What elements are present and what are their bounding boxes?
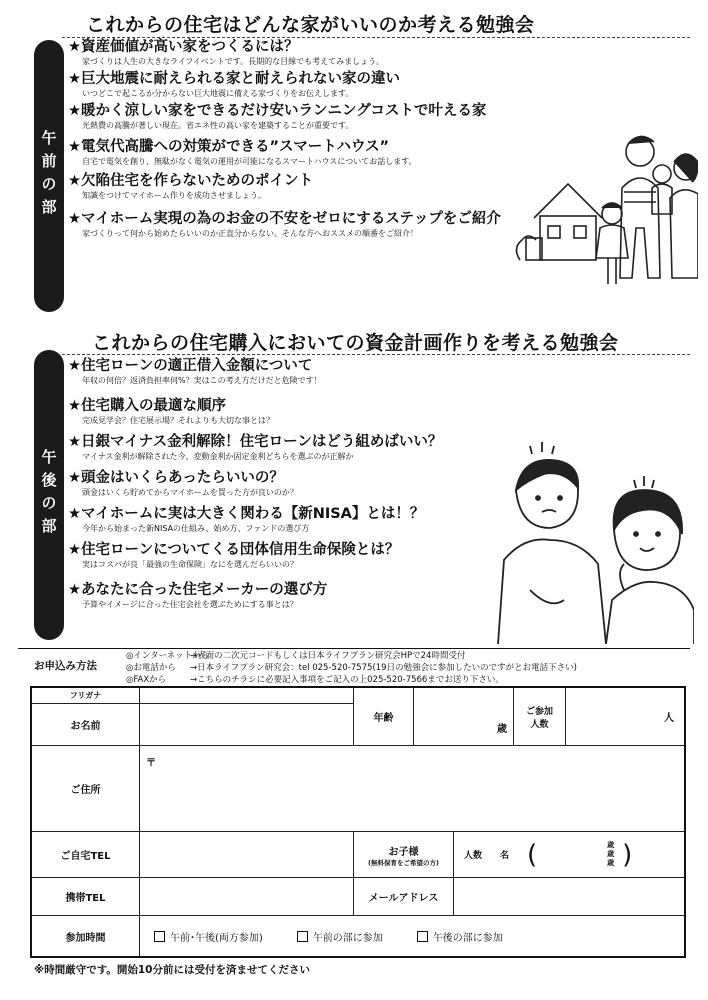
morning-label-pill: [34, 40, 64, 312]
age-label: 年齢: [354, 688, 414, 746]
morning-item: ★電気代高騰への対策ができる”スマートハウス” 自宅で電気を創り、無駄がなく電気の運用が可能になるスマートハウスについてお話します。: [68, 139, 417, 166]
morning-items: [68, 38, 501, 244]
morning-item: ★資産価値が高い家をつくるには？ 家づくりは人生の大きなライフイベントです。長期的な目線でも考えてみましょう。: [68, 39, 385, 66]
participants-field[interactable]: [566, 688, 684, 746]
apply-divider: [18, 648, 690, 649]
email-label: メールアドレス: [354, 878, 454, 916]
address-field[interactable]: [140, 746, 684, 832]
morning-item: ★暖かく涼しい家をできるだけ安いランニングコストで叶える家 光熱費の高騰が著しい現在。省エネ性の高い家を建築することが重要です。: [68, 103, 487, 130]
age-unit: 歳: [497, 724, 507, 735]
morning-item: ★巨大地震に耐えられる家と耐えられない家の違い いつどこで起こるか分からない巨大地震に備える家づくりをお伝えします。: [68, 71, 400, 98]
option-afternoon[interactable]: 午後の部に参加: [417, 929, 503, 944]
children-field[interactable]: [454, 832, 684, 878]
name-field[interactable]: [140, 704, 354, 746]
morning-label: 午前の部: [39, 130, 58, 222]
couple-illustration: [494, 440, 694, 644]
children-label: お子様 (無料保育をご希望の方): [354, 832, 454, 878]
checkbox-both[interactable]: [154, 931, 165, 942]
family-house-illustration: [512, 128, 698, 290]
afternoon-items: [68, 357, 442, 617]
afternoon-item: ★住宅購入の最適な順序 完成見学会？住宅展示場？それよりも大切な事とは？: [68, 398, 274, 425]
morning-item: ★マイホーム実現の為のお金の不安をゼロにするステップをご紹介 家づくりって何から始めたらいいのか正直分からない。そんな方へおススメの順番をご紹介！: [68, 211, 501, 238]
apply-method-fax: ◎FAXから →こちらのチラシに必要記入事項をご記入の上025-520-7566までお送り下さい。: [126, 675, 504, 685]
apply-method-internet: ◎インターネットから→表面の二次元コードもしくは日本ライフプラン研究会HPで24時間受付: [126, 651, 466, 661]
age-field[interactable]: [414, 688, 514, 746]
afternoon-item: ★日銀マイナス金利解除！住宅ローンはどう組めばいい？ マイナス金利が解除された今、変動金利か固定金利どちらを選ぶのが正解か: [68, 434, 443, 461]
afternoon-item: ★マイホームに実は大きく関わる【新NISA】とは！？ 今年から始まった新NISAの仕組み、始め方、ファンドの選び方: [68, 506, 425, 533]
afternoon-item: ★住宅ローンについてくる団体信用生命保険とは？ 実はコスパが良「最強の生命保険」なにを選んだらいいの？: [68, 542, 400, 569]
home-tel-label: ご自宅TEL: [32, 832, 140, 878]
afternoon-label: 午後の部: [39, 449, 58, 541]
mobile-tel-field[interactable]: [140, 878, 354, 916]
afternoon-item: ★住宅ローンの適正借入金額について 年収の何倍？返済負担率何%？実はこの考え方だけだと危険です！: [68, 358, 322, 385]
children-bracket-open: (: [527, 839, 538, 870]
participants-unit: 人: [664, 713, 674, 724]
postal-mark: 〒: [146, 758, 156, 769]
time-label: 参加時間: [32, 916, 140, 956]
afternoon-item: ★頭金はいくらあったらいいの？ 頭金はいくら貯めてからマイホームを買った方が良いのか？: [68, 470, 298, 497]
participants-label: ご参加 人数: [514, 688, 566, 746]
furigana-field[interactable]: [140, 688, 354, 704]
name-label: お名前: [32, 704, 140, 746]
address-label: ご住所: [32, 746, 140, 832]
option-morning[interactable]: 午前の部に参加: [297, 929, 383, 944]
mobile-tel-label: 携帯TEL: [32, 878, 140, 916]
application-form: [30, 686, 686, 958]
children-age-units: 歳 歳 歳: [607, 841, 615, 867]
children-bracket-close: ): [622, 839, 633, 870]
afternoon-title: これからの住宅購入においての資金計画作りを考える勉強会: [92, 332, 619, 354]
children-note: (無料保育をご希望の方): [368, 858, 439, 867]
home-tel-field[interactable]: [140, 832, 354, 878]
afternoon-item: ★あなたに合った住宅メーカーの選び方 予算やイメージに合った住宅会社を選ぶためにする事とは？: [68, 582, 328, 609]
afternoon-divider: [62, 354, 690, 355]
checkbox-morning[interactable]: [297, 931, 308, 942]
checkbox-afternoon[interactable]: [417, 931, 428, 942]
footer-note: ※時間厳守です。開始10分前には受付を済ませてください: [34, 964, 310, 976]
morning-title: これからの住宅はどんな家がいいのか考える勉強会: [86, 14, 535, 36]
email-field[interactable]: [454, 878, 684, 916]
option-both[interactable]: 午前･午後(両方参加): [154, 929, 263, 944]
time-options: [140, 916, 684, 956]
afternoon-label-pill: [34, 350, 64, 640]
apply-heading: お申込み方法: [34, 660, 97, 672]
furigana-label: フリガナ: [32, 688, 140, 704]
children-count: 人数 名: [464, 851, 510, 861]
apply-methods: [126, 650, 577, 686]
apply-method-phone: ◎お電話から →日本ライフプラン研究会：tel 025-520-7575(19日の勉強会に参加したいのですがとお電話下さい): [126, 663, 577, 673]
morning-item: ★欠陥住宅を作らないためのポイント 知識をつけてマイホーム作りを成功させましょう。: [68, 173, 313, 200]
